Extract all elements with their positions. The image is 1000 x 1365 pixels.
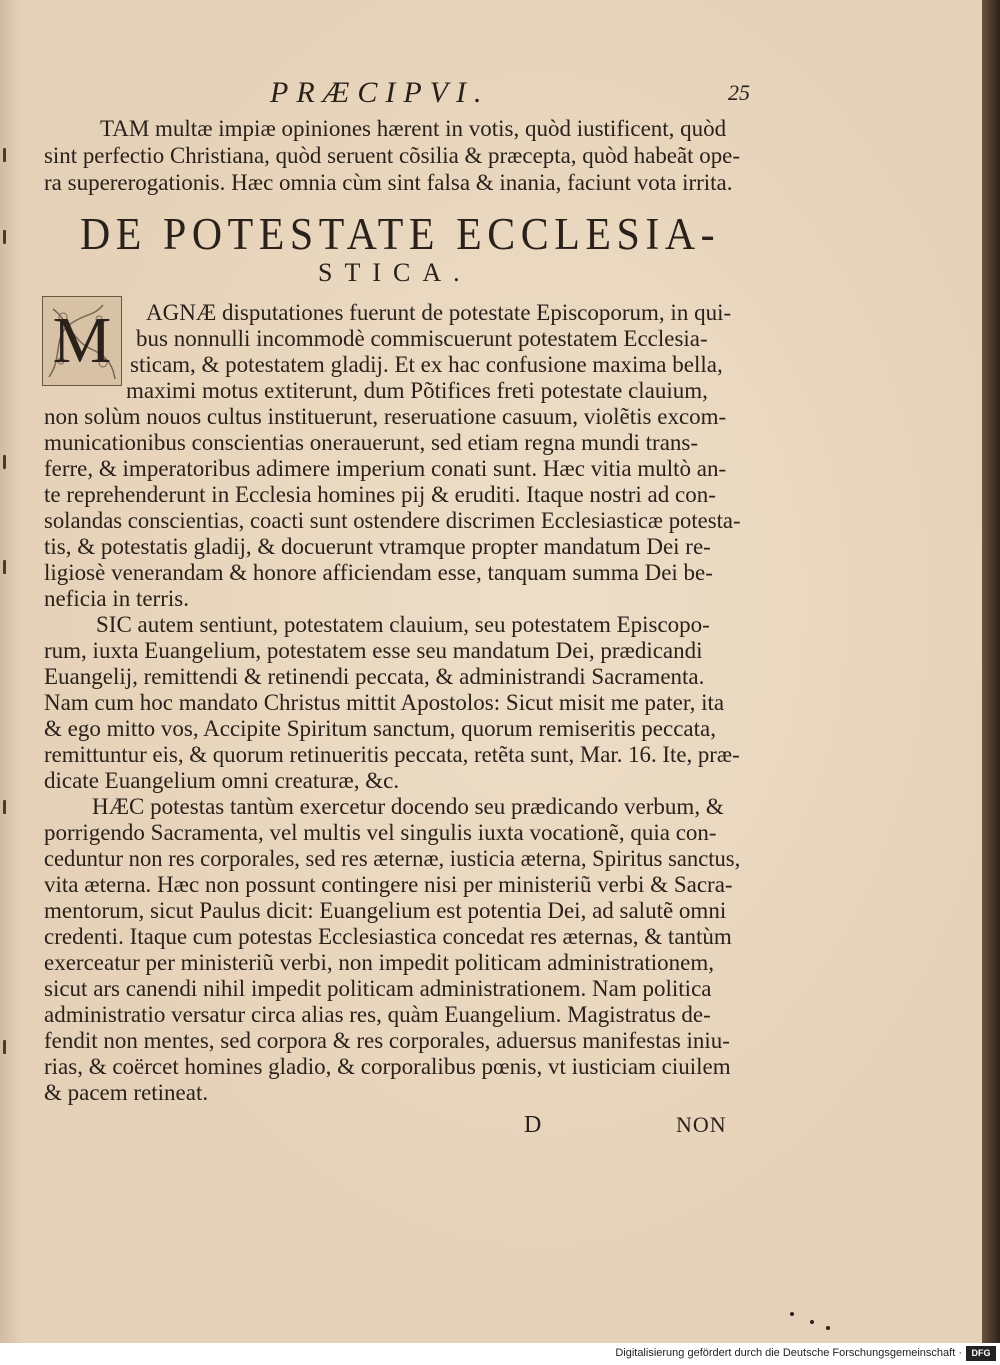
text-line: vita æterna. Hæc non possunt contingere nisi per ministeriũ verbi & Sacra-	[44, 872, 733, 897]
catchword: NON	[676, 1112, 727, 1137]
text-line: porrigendo Sacramenta, vel multis vel singulis iuxta vocationẽ, quia con-	[44, 820, 717, 845]
text-line: & pacem retineat.	[44, 1080, 209, 1105]
text-line: ligiosè venerandam & honore afficiendam esse, tanquam summa Dei be-	[44, 560, 713, 585]
gutter-mark	[3, 455, 6, 469]
text-line: solandas conscientias, coacti sunt ostendere discrimen Ecclesiasticæ potesta-	[44, 508, 741, 533]
text-line: municationibus conscientias onerauerunt, sed etiam regna mundi trans-	[44, 430, 699, 455]
text-line: fendit non mentes, sed corpora & res corporales, aduersus manifestas iniu-	[44, 1028, 730, 1053]
text-line: ceduntur non res corporales, sed res æternæ, iusticia æterna, Spiritus sanctus,	[44, 846, 741, 871]
text-line: & ego mitto vos, Accipite Spiritum sanctum, quorum remiseritis peccata,	[44, 716, 716, 741]
ink-speck	[790, 1312, 794, 1316]
gutter-mark	[3, 800, 6, 814]
gutter-mark	[3, 1040, 6, 1054]
running-head: PRÆCIPVI.	[270, 76, 490, 109]
footer-bar	[0, 1343, 1000, 1365]
text-line: ra supererogationis. Hæc omnia cùm sint falsa & inania, faciunt vota irrita.	[44, 170, 733, 195]
text-line: administratio versatur circa alias res, quàm Euangelium. Magistratus de-	[44, 1002, 711, 1027]
text-line: exerceatur per ministeriũ verbi, non impedit politicam administrationem,	[44, 950, 714, 975]
text-line: Nam cum hoc mandato Christus mittit Apostolos: Sicut misit me pater, ita	[44, 690, 725, 715]
text-line: TAM multæ impiæ opiniones hærent in votis, quòd iustificent, quòd	[100, 116, 727, 141]
section-heading: DE POTESTATE ECCLESIA-	[80, 209, 721, 259]
text-line: dicate Euangelium omni creaturæ, &c.	[44, 768, 400, 793]
ink-speck	[826, 1326, 830, 1330]
book-edge	[982, 0, 1000, 1343]
text-line: sint perfectio Christiana, quòd seruent cõsilia & præcepta, quòd habeãt ope-	[44, 143, 740, 168]
footer-credit: Digitalisierung gefördert durch die Deutsche Forschungsgemeinschaft ·	[615, 1347, 962, 1359]
text-line: mentorum, sicut Paulus dicit: Euangelium est potentia Dei, ad salutẽ omni	[44, 898, 727, 923]
decorated-initial	[42, 296, 122, 386]
page-number: 25	[728, 80, 750, 105]
text-line: maximi motus extiterunt, dum Põtifices freti potestate clauium,	[126, 378, 708, 403]
text-line: tis, & potestatis gladij, & docuerunt vtramque propter mandatum Dei re-	[44, 534, 711, 559]
initial-letter: M	[52, 304, 112, 377]
text-line: rias, & coërcet homines gladio, & corporalibus pœnis, vt iusticiam ciuilem	[44, 1054, 731, 1079]
text-line: neficia in terris.	[44, 586, 189, 611]
gutter-mark	[3, 148, 6, 162]
text-line: remittuntur eis, & quorum retinueritis peccata, retẽta sunt, Mar. 16. Ite, præ-	[44, 742, 740, 767]
text-line: bus nonnulli incommodè commiscuerunt potestatem Ecclesia-	[136, 326, 708, 351]
text-line: credenti. Itaque cum potestas Ecclesiastica concedat res æternas, & tantùm	[44, 924, 732, 949]
gutter-mark	[3, 230, 6, 244]
gutter-mark	[3, 560, 6, 574]
text-line: non solùm nouos cultus instituerunt, reseruatione casuum, violẽtis excom-	[44, 404, 727, 429]
text-line: sicut ars canendi nihil impedit politicam administrationem. Nam politica	[44, 976, 712, 1001]
section-heading-continued: STICA.	[318, 258, 472, 287]
ink-speck	[810, 1320, 814, 1324]
text-line: ferre, & imperatoribus adimere imperium conati sunt. Hæc vitia multò an-	[44, 456, 727, 481]
signature-mark: D	[524, 1112, 542, 1138]
text-line: HÆC potestas tantùm exercetur docendo seu prædicando verbum, &	[92, 794, 724, 819]
text-line: te reprehenderunt in Ecclesia homines pij & eruditi. Itaque nostri ad con-	[44, 482, 716, 507]
text-line: AGNÆ disputationes fuerunt de potestate Episcoporum, in qui-	[146, 300, 732, 325]
dfg-logo-icon[interactable]: DFG	[966, 1346, 996, 1361]
text-line: SIC autem sentiunt, potestatem clauium, seu potestatem Episcopo-	[96, 612, 710, 637]
text-line: sticam, & potestatem gladij. Et ex hac confusione maxima bella,	[130, 352, 723, 377]
text-line: Euangelij, remittendi & retinendi peccata, & administrandi Sacramenta.	[44, 664, 705, 689]
text-line: rum, iuxta Euangelium, potestatem esse seu mandatum Dei, prædicandi	[44, 638, 703, 663]
